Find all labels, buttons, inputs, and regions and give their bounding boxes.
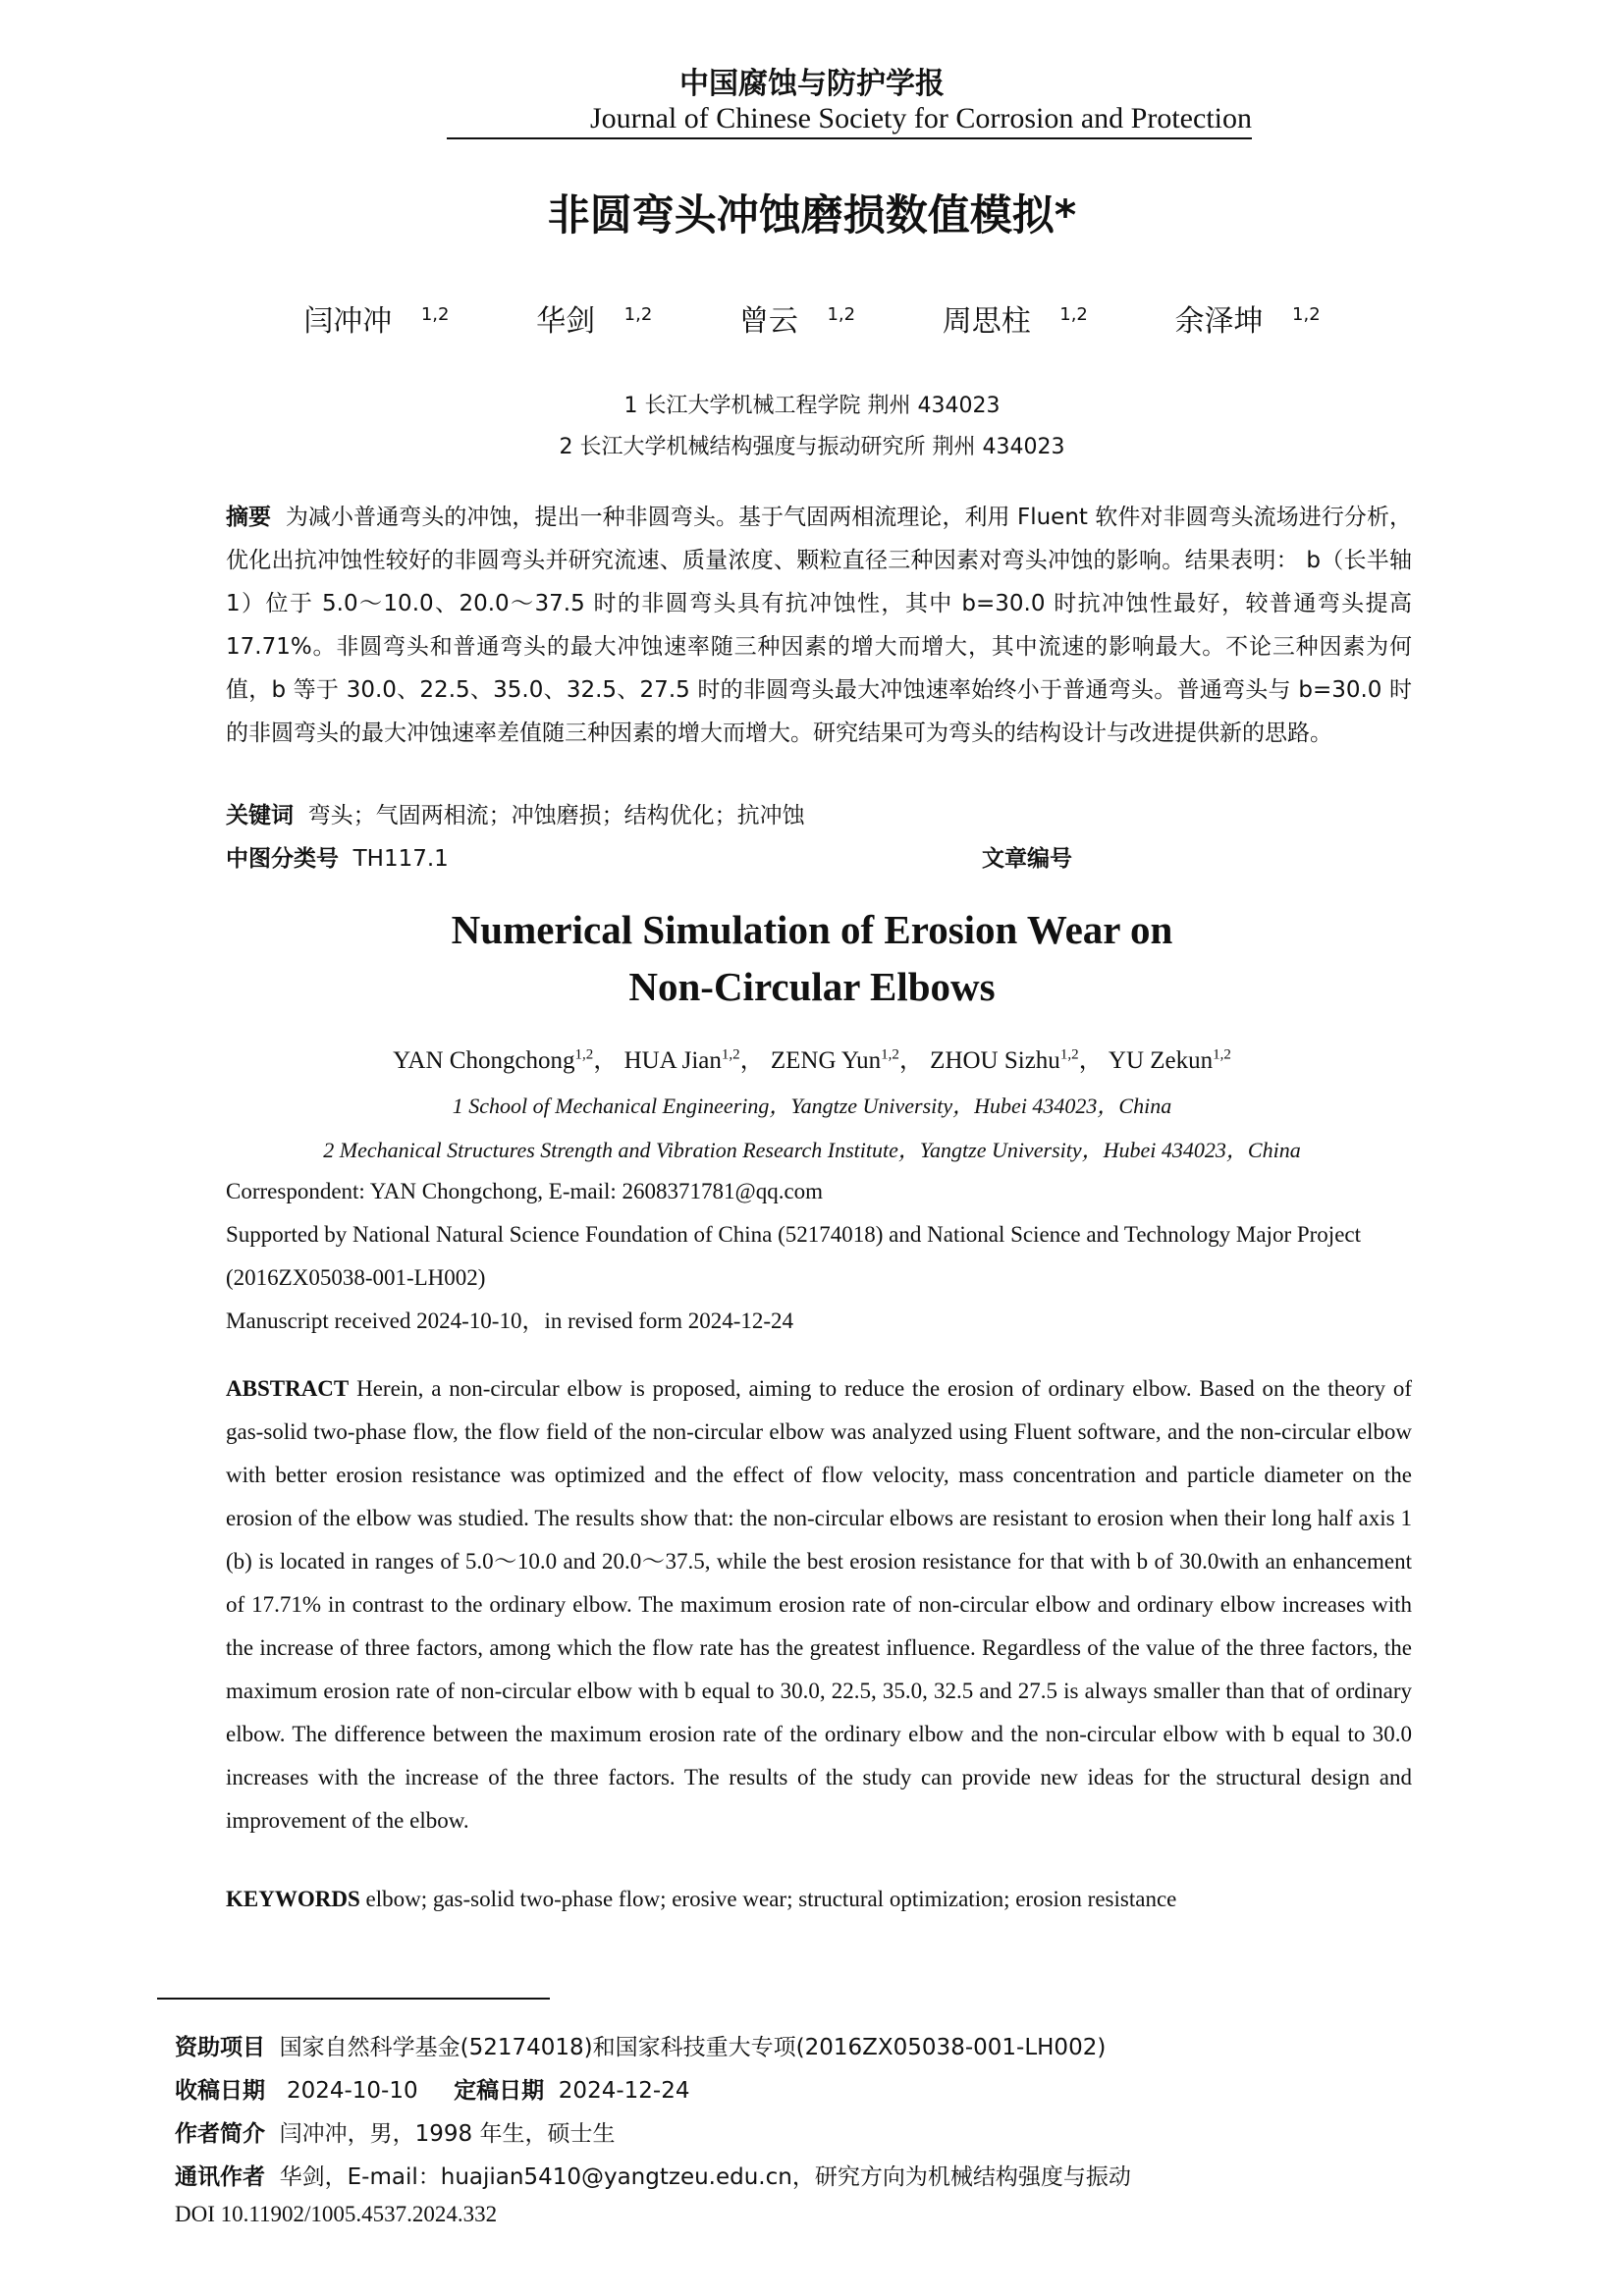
received-label: 收稿日期 (175, 2078, 265, 2104)
classification-line (226, 840, 1412, 873)
corr-label: 通讯作者 (175, 2164, 265, 2190)
author-list-cn (0, 296, 1624, 340)
author-list-en: YAN Chongchong$^{1,2}$， HUA Jian$^{1,2}$， ZENG Yun$^{1,2}$， ZHOU Sizhu$^{1,2}$， YU Zekun$^{1,2}$ (393, 1046, 1231, 1074)
affiliation-cn-1: 1 长江大学机械工程学院 荆州 434023 (623, 394, 1001, 418)
revised-value: 2024-12-24 (558, 2078, 690, 2104)
keywords-cn-label: 关键词 (226, 803, 294, 828)
affiliation-cn-2: 2 长江大学机械结构强度与振动研究所 荆州 434023 (559, 435, 1065, 459)
received-value: 2024-10-10 (286, 2078, 418, 2104)
keywords-en-text: elbow; gas-solid two-phase flow; erosive wear; structural optimization; erosion resistance (365, 1887, 1177, 1911)
supported-by: Supported by National Natural Science Foundation of China (52174018) and National Science and Technology Major Project (2016ZX05038-001-LH002) (226, 1222, 1361, 1290)
abstract-cn-text: 为减小普通弯头的冲蚀，提出一种非圆弯头。基于气固两相流理论，利用 Fluent 软件对非圆弯头流场进行分析，优化出抗冲蚀性较好的非圆弯头并研究流速、质量浓度、颗粒直径三种因素对弯头冲蚀的影响。结果表明： b（长半轴 1）位于 5.0～10.0、20.0～37.5 时的非圆弯头具有抗冲蚀性，其中 b=30.0 时抗冲蚀性最好，较普通弯头提高 17.71%。非圆弯头和普通弯头的最大冲蚀速率随三种因素的增大而增大，其中流速的影响最大。不论三种因素为何值，b 等于 30.0、22.5、35.0、32.5、27.5 时的非圆弯头最大冲蚀速率始终小于普通弯头。普通弯头与 b=30.0 时的非圆弯头的最大冲蚀速率差值随三种因素的增大而增大。研究结果可为弯头的结构设计与改进提供新的思路。 (226, 505, 1413, 746)
keywords-cn (226, 797, 1412, 829)
author-en: HUA Jian$^{1,2}$ (623, 1046, 740, 1074)
footnote-dates (175, 2072, 689, 2105)
fund-text: 国家自然科学基金(52174018)和国家科技重大专项(2016ZX05038-001-LH002) (279, 2035, 1107, 2060)
revised-label: 定稿日期 (454, 2078, 545, 2104)
keywords-en (226, 1878, 1412, 1921)
author-cn: 曾云 $^{1,2}$ (738, 304, 856, 339)
abstract-cn-label: 摘要 (226, 505, 272, 530)
author-en: YAN Chongchong$^{1,2}$ (393, 1046, 594, 1074)
abstract-en-text: Herein, a non-circular elbow is proposed, aiming to reduce the erosion of ordinary elbow. Based on the theory of gas-solid two-phase flow, the flow field of the non-circular elbow was analyzed using Fluent software, and the non-circular elbow with better erosion resistance was optimized and the effect of flow velocity, mass concentration and particle diameter on the erosion of the elbow was studied. The results show that: the non-circular elbows are resistant to erosion when their long half axis 1 (b) is located in ranges of 5.0～10.0 and 20.0～37.5, while the best erosion resistance for that with b of 30.0with an enhancement of 17.71% in contrast to the ordinary elbow. The maximum erosion rate of non-circular elbow and ordinary elbow increases with the increase of three factors, among which the flow rate has the greatest influence. Regardless of the value of the three factors, the maximum erosion rate of non-circular elbow with b equal to 30.0, 22.5, 35.0, 32.5 and 27.5 is always smaller than that of ordinary elbow. The difference between the maximum erosion rate of the ordinary elbow and the non-circular elbow with b equal to 30.0 increases with the increase of the three factors. The results of the study can provide new ideas for the structural design and improvement of the elbow. (226, 1376, 1412, 1833)
author-bio-text: 闫冲冲，男，1998 年生，硕士生 (279, 2121, 616, 2147)
abstract-cn (226, 496, 1412, 755)
class-label: 中图分类号 (226, 846, 339, 872)
class-value: TH117.1 (352, 846, 449, 872)
author-bio-label: 作者简介 (175, 2121, 265, 2147)
doi: DOI 10.11902/1005.4537.2024.332 (175, 2202, 498, 2226)
corr-text: 华剑，E-mail：huajian5410@yangtzeu.edu.cn，研究方向为机械结构强度与振动 (279, 2164, 1131, 2190)
abstract-en-label: ABSTRACT (226, 1376, 350, 1401)
author-en: ZHOU Sizhu$^{1,2}$ (930, 1046, 1079, 1074)
author-cn: 华剑 $^{1,2}$ (536, 304, 653, 339)
author-cn: 余泽坤 $^{1,2}$ (1174, 304, 1321, 339)
footnote-fund (175, 2029, 1106, 2061)
author-en: YU Zekun$^{1,2}$ (1108, 1046, 1231, 1074)
fund-label: 资助项目 (175, 2035, 265, 2060)
footnote-author (175, 2115, 615, 2148)
footnote-divider (157, 1998, 550, 2000)
keywords-cn-text: 弯头；气固两相流；冲蚀磨损；结构优化；抗冲蚀 (307, 803, 805, 828)
paper-title-en-line-2: Non-Circular Elbows (628, 964, 996, 1009)
author-cn: 闫冲冲 $^{1,2}$ (303, 304, 450, 339)
author-en: ZENG Yun$^{1,2}$ (770, 1046, 899, 1074)
article-number-label: 文章编号 (982, 846, 1072, 872)
paper-title-cn: 非圆弯头冲蚀磨损数值模拟* (547, 191, 1077, 240)
affiliation-en-2: 2 Mechanical Structures Strength and Vibration Research Institute，Yangtze University，Hubei 434023，China (323, 1138, 1301, 1162)
footnote-corresponding (175, 2159, 1131, 2191)
journal-title-cn: 中国腐蚀与防护学报 (679, 67, 945, 101)
affiliation-en-1: 1 School of Mechanical Engineering，Yangtze University，Hubei 434023，China (452, 1094, 1172, 1118)
keywords-en-label: KEYWORDS (226, 1887, 360, 1911)
journal-title-en: Journal of Chinese Society for Corrosion and Protection (447, 102, 1252, 139)
paper-title-en (0, 901, 1624, 1015)
abstract-en (226, 1367, 1412, 1842)
author-cn: 周思柱 $^{1,2}$ (942, 304, 1088, 339)
correspondent-line: Correspondent: YAN Chongchong, E-mail: 2608371781@qq.com (226, 1179, 824, 1203)
paper-title-en-line-1: Numerical Simulation of Erosion Wear on (451, 907, 1173, 952)
manuscript-dates: Manuscript received 2024-10-10，in revised form 2024-12-24 (226, 1308, 794, 1333)
